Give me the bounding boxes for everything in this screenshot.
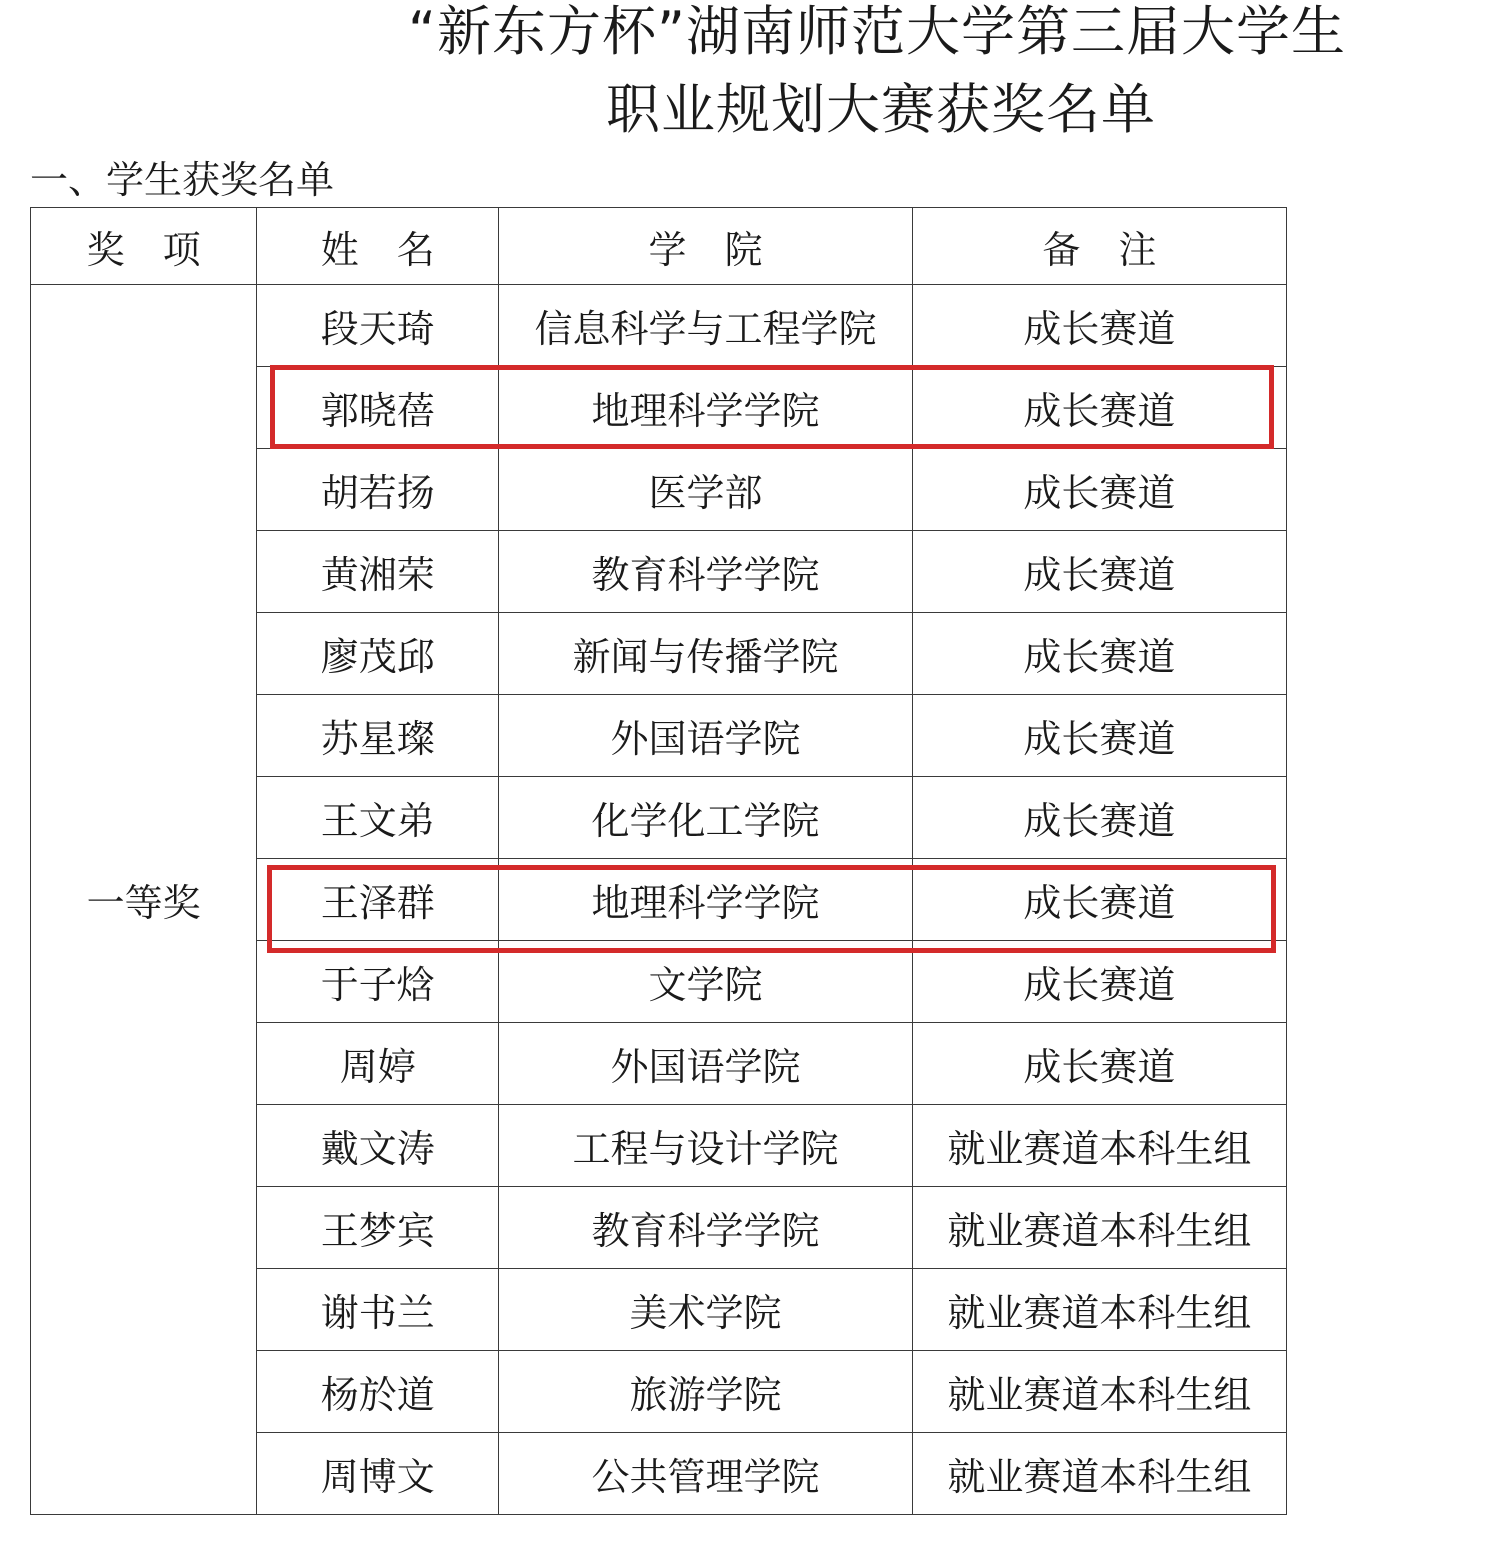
remark-cell: 就业赛道本科生组 (912, 1269, 1286, 1351)
college-cell: 公共管理学院 (499, 1433, 912, 1515)
remark-cell: 成长赛道 (912, 449, 1286, 531)
table-header-row (31, 208, 1287, 285)
student-name-cell: 郭晓蓓 (257, 367, 499, 449)
header-name: 姓 名 (257, 208, 499, 285)
student-name-cell: 廖茂邱 (257, 613, 499, 695)
college-cell: 旅游学院 (499, 1351, 912, 1433)
remark-cell: 成长赛道 (912, 367, 1286, 449)
college-cell: 地理科学学院 (499, 367, 912, 449)
student-name-cell: 杨於道 (257, 1351, 499, 1433)
award-table (30, 207, 1287, 1515)
college-cell: 化学化工学院 (499, 777, 912, 859)
college-cell: 外国语学院 (499, 1023, 912, 1105)
student-name-cell: 谢书兰 (257, 1269, 499, 1351)
college-cell: 信息科学与工程学院 (499, 285, 912, 367)
remark-cell: 成长赛道 (912, 941, 1286, 1023)
college-cell: 教育科学学院 (499, 1187, 912, 1269)
remark-cell: 就业赛道本科生组 (912, 1105, 1286, 1187)
student-name-cell: 戴文涛 (257, 1105, 499, 1187)
college-cell: 新闻与传播学院 (499, 613, 912, 695)
remark-cell: 成长赛道 (912, 613, 1286, 695)
section-heading: 一、学生获奖名单 (30, 158, 335, 202)
student-name-cell: 王泽群 (257, 859, 499, 941)
table-row (31, 285, 1287, 367)
remark-cell: 就业赛道本科生组 (912, 1187, 1286, 1269)
college-cell: 美术学院 (499, 1269, 912, 1351)
student-name-cell: 于子焓 (257, 941, 499, 1023)
remark-cell: 成长赛道 (912, 777, 1286, 859)
college-cell: 地理科学学院 (499, 859, 912, 941)
college-cell: 医学部 (499, 449, 912, 531)
remark-cell: 就业赛道本科生组 (912, 1433, 1286, 1515)
student-name-cell: 周博文 (257, 1433, 499, 1515)
table-body (31, 285, 1287, 1515)
document-title-line-1: “新东方杯”湖南师范大学第三届大学生 (408, 0, 1346, 63)
remark-cell: 成长赛道 (912, 695, 1286, 777)
header-award: 奖 项 (31, 208, 257, 285)
student-name-cell: 苏星璨 (257, 695, 499, 777)
remark-cell: 成长赛道 (912, 859, 1286, 941)
student-name-cell: 王文弟 (257, 777, 499, 859)
student-name-cell: 黄湘荣 (257, 531, 499, 613)
remark-cell: 成长赛道 (912, 285, 1286, 367)
remark-cell: 就业赛道本科生组 (912, 1351, 1286, 1433)
student-name-cell: 段天琦 (257, 285, 499, 367)
award-level-cell: 一等奖 (31, 285, 257, 1515)
remark-cell: 成长赛道 (912, 1023, 1286, 1105)
college-cell: 教育科学学院 (499, 531, 912, 613)
document-title-line-2: 职业规划大赛获奖名单 (606, 78, 1156, 141)
student-name-cell: 胡若扬 (257, 449, 499, 531)
student-name-cell: 王梦宾 (257, 1187, 499, 1269)
college-cell: 外国语学院 (499, 695, 912, 777)
college-cell: 工程与设计学院 (499, 1105, 912, 1187)
student-name-cell: 周婷 (257, 1023, 499, 1105)
header-remark: 备 注 (912, 208, 1286, 285)
header-college: 学 院 (499, 208, 912, 285)
college-cell: 文学院 (499, 941, 912, 1023)
remark-cell: 成长赛道 (912, 531, 1286, 613)
